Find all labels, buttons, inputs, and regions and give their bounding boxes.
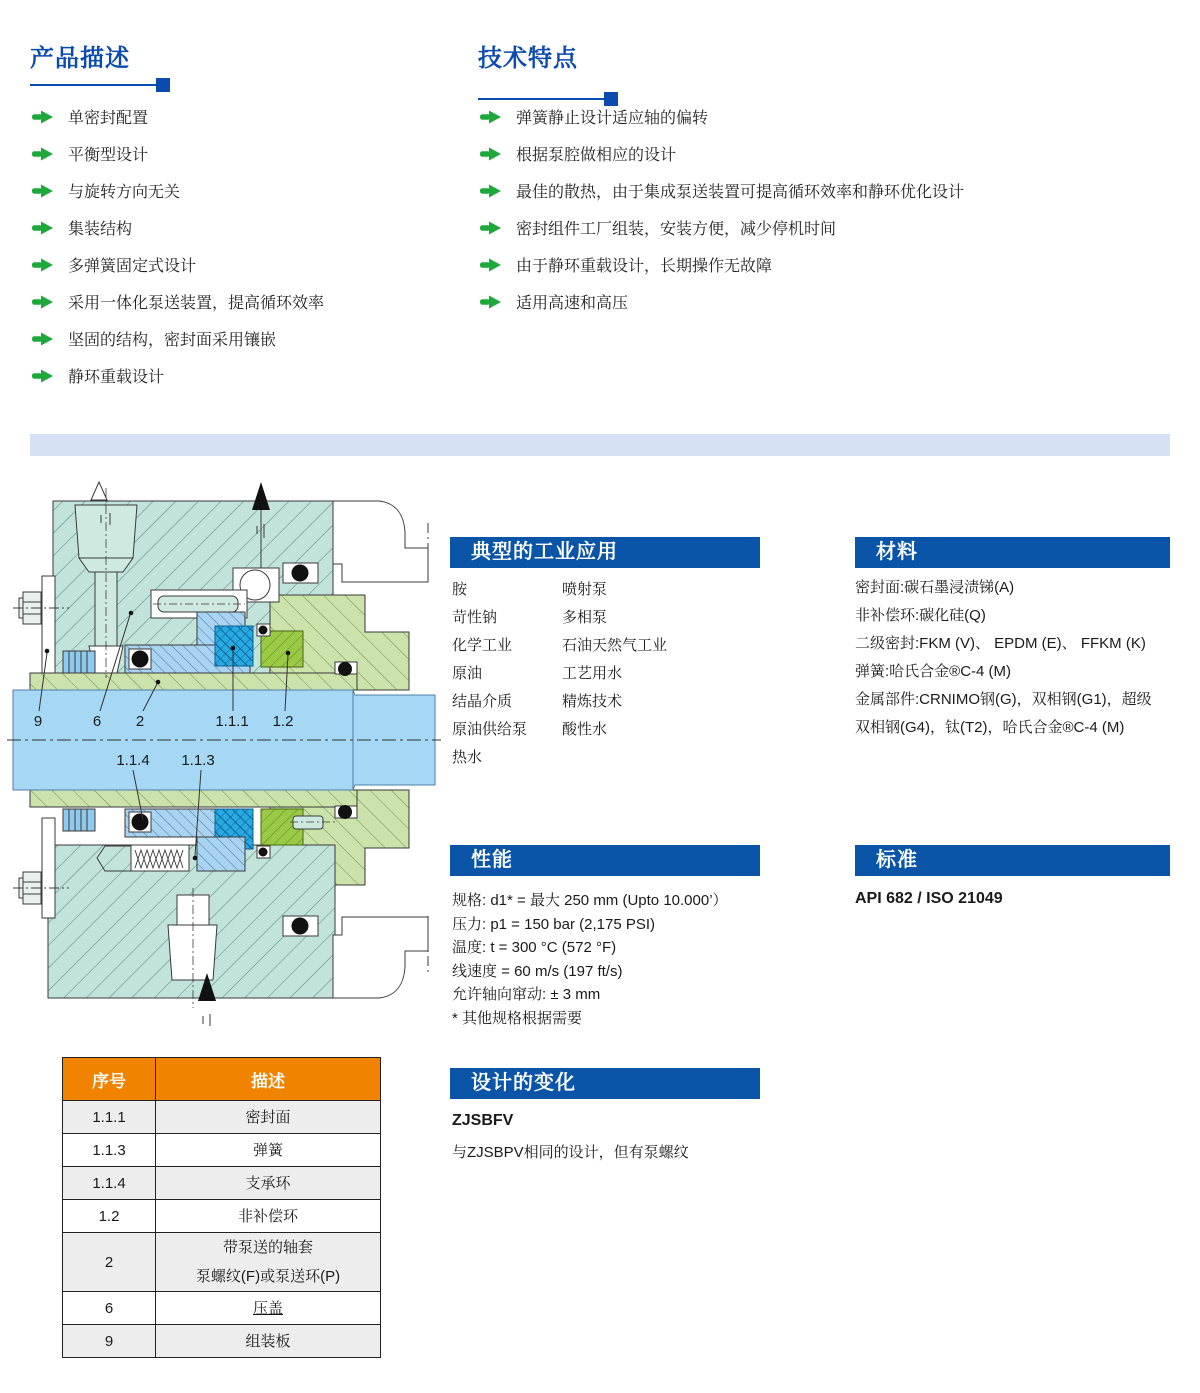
performance-header: 性能	[450, 845, 760, 876]
o-ring-housing-lower	[292, 918, 309, 935]
application-item: 石油天然气工业	[562, 637, 668, 654]
applications-header: 典型的工业应用	[450, 537, 760, 568]
feature-item-label: 集装结构	[68, 221, 133, 238]
vent-arrow-outline	[91, 482, 107, 500]
title-rule-left	[30, 78, 170, 92]
table-row	[63, 1325, 381, 1358]
arrow-bullet-icon	[32, 295, 54, 309]
part-number-cell: 1.1.3	[63, 1134, 156, 1167]
application-item: 喷射泵	[562, 581, 608, 598]
applications-col2	[562, 576, 762, 744]
bottom-port	[168, 925, 217, 980]
variant-description: 与ZJSBPV相同的设计，但有泵螺纹	[452, 1144, 689, 1161]
performance-line: 规格: d1* = 最大 250 mm (Upto 10.000’）	[452, 892, 728, 909]
table-row	[63, 1101, 381, 1134]
table-row	[63, 1134, 381, 1167]
part-number-cell: 9	[63, 1325, 156, 1358]
feature-item-label: 坚固的结构，密封面采用镶嵌	[68, 332, 277, 349]
performance-line: 允许轴向窜动: ± 3 mm	[452, 986, 601, 1003]
feature-item	[480, 209, 1120, 246]
arrow-bullet-icon	[480, 184, 502, 198]
feature-item	[480, 283, 1120, 320]
feature-item	[480, 135, 1120, 172]
arrow-bullet-icon	[32, 184, 54, 198]
pump-housing-lower	[333, 917, 428, 998]
material-line: 密封面:碳石墨浸渍锑(A)	[855, 579, 1015, 596]
feature-item	[32, 320, 452, 357]
diagram-label-9: 9	[33, 713, 43, 730]
feature-item-label: 密封组件工厂组装，安装方便，减少停机时间	[516, 221, 837, 238]
parts-table	[62, 1057, 381, 1358]
parts-table-header-num: 序号	[63, 1058, 156, 1101]
arrow-bullet-icon	[480, 110, 502, 124]
part-description-cell: 弹簧	[156, 1134, 381, 1167]
arrow-bullet-icon	[480, 258, 502, 272]
application-item: 工艺用水	[562, 665, 623, 682]
o-ring-sleeve-upper	[338, 662, 352, 676]
feature-item	[480, 98, 1120, 135]
section-divider-band	[30, 434, 1170, 456]
technical-features-list	[480, 98, 1120, 320]
feature-item-label: 与旋转方向无关	[68, 184, 181, 201]
part-description-cell: 密封面	[156, 1101, 381, 1134]
part-description-cell: 支承环	[156, 1167, 381, 1200]
feature-item-label: 适用高速和高压	[516, 295, 629, 312]
product-description-title: 产品描述	[30, 45, 130, 72]
arrow-bullet-icon	[32, 221, 54, 235]
seal-cross-section-diagram	[5, 468, 445, 1033]
performance-line: 压力: p1 = 150 bar (2,175 PSI)	[452, 915, 656, 933]
application-item: 原油供给泵	[452, 721, 528, 738]
design-variants-header: 设计的变化	[450, 1068, 760, 1099]
table-row	[63, 1292, 381, 1325]
diagram-label-2: 2	[135, 713, 145, 730]
o-ring-holder-lower	[132, 814, 149, 831]
material-line: 金属部件:CRNIMO钢(G)，双相钢(G1)，超级	[855, 691, 1152, 708]
application-item: 酸性水	[562, 721, 608, 738]
arrow-bullet-icon	[480, 147, 502, 161]
diagram-label-1-1-1: 1.1.1	[215, 713, 249, 730]
performance-line: 线速度 = 60 m/s (197 ft/s)	[452, 962, 623, 980]
feature-item-label: 根据泵腔做相应的设计	[516, 147, 677, 164]
part-number-cell: 2	[63, 1233, 156, 1292]
diagram-label-1-2: 1.2	[272, 713, 294, 730]
feature-item-label: 多弹簧固定式设计	[68, 258, 197, 275]
material-line: 双相钢(G4)，钛(T2)，哈氏合金®C-4 (M)	[855, 719, 1125, 736]
part-number-cell: 1.1.1	[63, 1101, 156, 1134]
arrow-bullet-icon	[32, 258, 54, 272]
assembly-plate-lower	[42, 818, 55, 918]
arrow-bullet-icon	[480, 295, 502, 309]
feature-item	[32, 209, 452, 246]
o-ring-holder-upper	[132, 651, 149, 668]
material-line: 弹簧:哈氏合金®C-4 (M)	[855, 663, 1012, 680]
feature-item	[32, 98, 452, 135]
feature-item	[32, 283, 452, 320]
application-item: 结晶介质	[452, 693, 513, 710]
performance-line: * 其他规格根据需要	[452, 1009, 583, 1027]
part-description-cell: 压盖	[156, 1292, 381, 1325]
table-row	[63, 1167, 381, 1200]
feature-item	[32, 135, 452, 172]
part-description-cell: 带泵送的轴套 泵螺纹(F)或泵送环(P)	[156, 1233, 381, 1292]
materials-list	[855, 574, 1185, 742]
feature-item	[480, 172, 1120, 209]
arrow-bullet-icon	[32, 147, 54, 161]
diagram-label-6: 6	[92, 713, 102, 730]
application-item: 化学工业	[452, 637, 513, 654]
sleeve-band-upper	[30, 673, 357, 690]
part-description-cell: 组装板	[156, 1325, 381, 1358]
application-item: 胺	[452, 581, 468, 598]
drive-collar-upper	[63, 651, 95, 673]
part-description-cell: 非补偿环	[156, 1200, 381, 1233]
standards-header: 标准	[855, 845, 1170, 876]
feature-item-label: 弹簧静止设计适应轴的偏转	[516, 110, 709, 127]
application-item: 苛性钠	[452, 609, 498, 626]
part-number-cell: 1.1.4	[63, 1167, 156, 1200]
table-row	[63, 1200, 381, 1233]
flow-arrow-top	[252, 482, 270, 510]
performance-line: 温度: t = 300 °C (572 °F)	[452, 939, 617, 956]
feature-item-label: 由于静环重载设计，长期操作无故障	[516, 258, 773, 275]
feature-item	[32, 357, 452, 394]
arrow-bullet-icon	[480, 221, 502, 235]
diagram-label-1-1-3: 1.1.3	[181, 752, 215, 769]
o-ring-sleeve-lower	[338, 805, 352, 819]
product-description-list	[32, 98, 452, 394]
feature-item	[32, 246, 452, 283]
technical-features-title: 技术特点	[478, 45, 578, 72]
variant-model: ZJSBFV	[452, 1112, 514, 1129]
part-number-cell: 6	[63, 1292, 156, 1325]
part-number-cell: 1.2	[63, 1200, 156, 1233]
retainer-lower	[197, 837, 245, 871]
application-item: 热水	[452, 749, 483, 766]
set-screw-lower	[293, 816, 323, 829]
feature-item-label: 最佳的散热，由于集成泵送装置可提高循环效率和静环优化设计	[516, 184, 965, 201]
application-item: 原油	[452, 665, 483, 682]
pump-housing-upper	[333, 501, 428, 582]
feature-item-label: 采用一体化泵送装置，提高循环效率	[68, 295, 325, 312]
table-row	[63, 1233, 381, 1292]
parts-table-header-desc: 描述	[156, 1058, 381, 1101]
o-ring-housing-upper	[292, 565, 309, 582]
applications-col1	[452, 576, 558, 772]
material-line: 二级密封:FKM (V)、 EPDM (E)、 FFKM (K)	[855, 635, 1146, 652]
feature-item	[32, 172, 452, 209]
application-item: 多相泵	[562, 609, 608, 626]
material-line: 非补偿环:碳化硅(Q)	[855, 607, 986, 624]
arrow-bullet-icon	[32, 110, 54, 124]
arrow-bullet-icon	[32, 369, 54, 383]
feature-item	[480, 246, 1120, 283]
assembly-plate-upper	[42, 576, 55, 673]
feature-item-label: 平衡型设计	[68, 147, 149, 164]
feature-item-label: 静环重载设计	[68, 369, 165, 386]
feature-item-label: 单密封配置	[68, 110, 149, 127]
materials-header: 材料	[855, 537, 1170, 568]
diagram-label-1-1-4: 1.1.4	[116, 752, 150, 769]
application-item: 精炼技术	[562, 693, 623, 710]
standards-value: API 682 / ISO 21049	[855, 890, 1003, 907]
drive-collar-lower	[63, 809, 95, 831]
sleeve-band-lower	[30, 790, 357, 807]
arrow-bullet-icon	[32, 332, 54, 346]
performance-list	[452, 889, 782, 1030]
